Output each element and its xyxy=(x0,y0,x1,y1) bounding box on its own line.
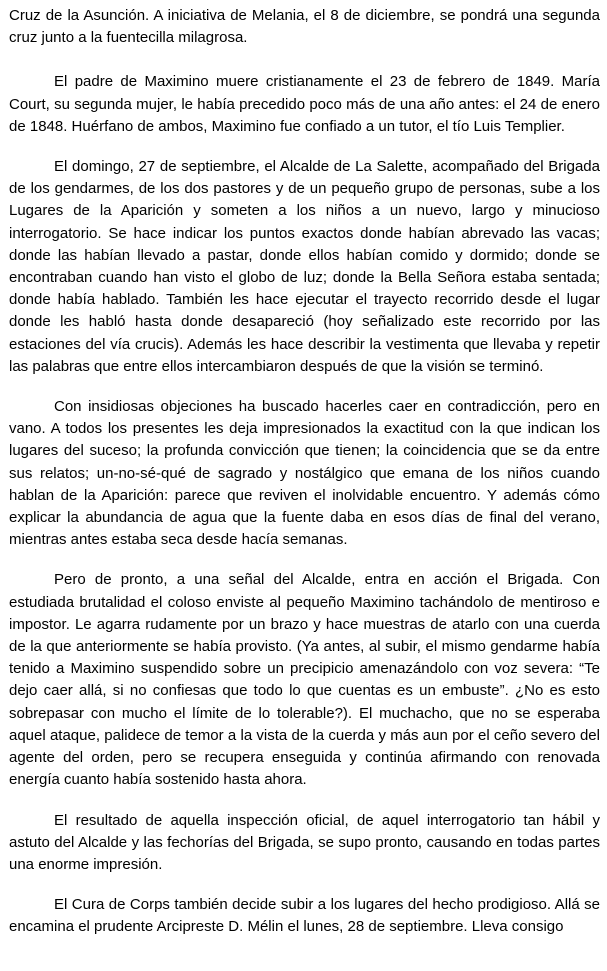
paragraph-3: El domingo, 27 de septiembre, el Alcalde de La Salette, acompañado del Brigada de los gendarmes, de los dos pastores y de un pequeño grupo de personas, sube a los Lugares de la Aparición y someten a los niños a un nuevo, largo y minucioso interrogatorio. Se hace indicar los puntos exactos donde habían abrevado las vacas; donde las habían llevado a pastar, donde ellos habían comido y dormido; donde se encontraban cuando han visto el globo de luz; donde la Bella Señora estaba sentada; donde había hablado. También les hace ejecutar el trayecto recorrido desde el lugar donde les habló hasta donde desapareció (hoy señalizado este recorrido por las estaciones del vía crucis). Además les hace describir la vestimenta que llevaba y repetir las palabras que entre ellos intercambiaron después de que la visión se terminó. xyxy=(9,158,600,375)
paragraph-1: Cruz de la Asunción. A iniciativa de Melania, el 8 de diciembre, se pondrá una segunda cruz junto a la fuentecilla milagrosa. xyxy=(9,7,600,47)
paragraph-4: Con insidiosas objeciones ha buscado hacerles caer en contradicción, pero en vano. A todos los presentes les deja impresionados la exactitud con la que indican los lugares del suceso; la profunda convicción que tienen; la coincidencia que se da entre sus relatos; un-no-sé-qué de sagrado y nostálgico que emana de los niños cuando hablan de la Aparición: parece que reviven el inolvidable encuentro. Y además cómo explicar la abundancia de agua que la fuente daba en esos días de final del verano, mientras antes estaba seca desde hacía semanas. xyxy=(9,398,600,549)
paragraph-7: El Cura de Corps también decide subir a los lugares del hecho prodigioso. Allá se encamina el prudente Arcipreste D. Mélin el lunes, 28 de septiembre. Lleva consigo xyxy=(9,896,600,936)
paragraph-6: El resultado de aquella inspección oficial, de aquel interrogatorio tan hábil y astuto del Alcalde y las fechorías del Brigada, se supo pronto, causando en todas partes una enorme impresión. xyxy=(9,811,600,873)
paragraph-5: Pero de pronto, a una señal del Alcalde, entra en acción el Brigada. Con estudiada brutalidad el coloso enviste al pequeño Maximino tachándolo de mentiroso e impostor. Le agarra rudamente por un brazo y hace muestras de atarlo con una cuerda de la que anteriormente se había provisto. (Ya antes, al subir, el mismo gendarme había tenido a Maximino suspendido sobre un precipicio amenazándolo con voz severa: “Te dejo caer allá, si no confiesas que todo lo que cuentas es un embuste”. ¿No es esto sobrepasar con mucho el límite de lo tolerable?). El muchacho, que no se esperaba aquel ataque, palidece de temor a la vista de la cuerda y más aun por el ceño severo del agente del orden, pero se recupera enseguida y continúa afirmando con renovada energía cuanto había sostenido hasta ahora. xyxy=(9,571,600,789)
paragraph-2: El padre de Maximino muere cristianamente el 23 de febrero de 1849. María Court, su segunda mujer, le había precedido poco más de una año antes: el 24 de enero de 1848. Huérfano de ambos, Maximino fue confiado a un tutor, el tío Luis Templier. xyxy=(9,73,600,135)
